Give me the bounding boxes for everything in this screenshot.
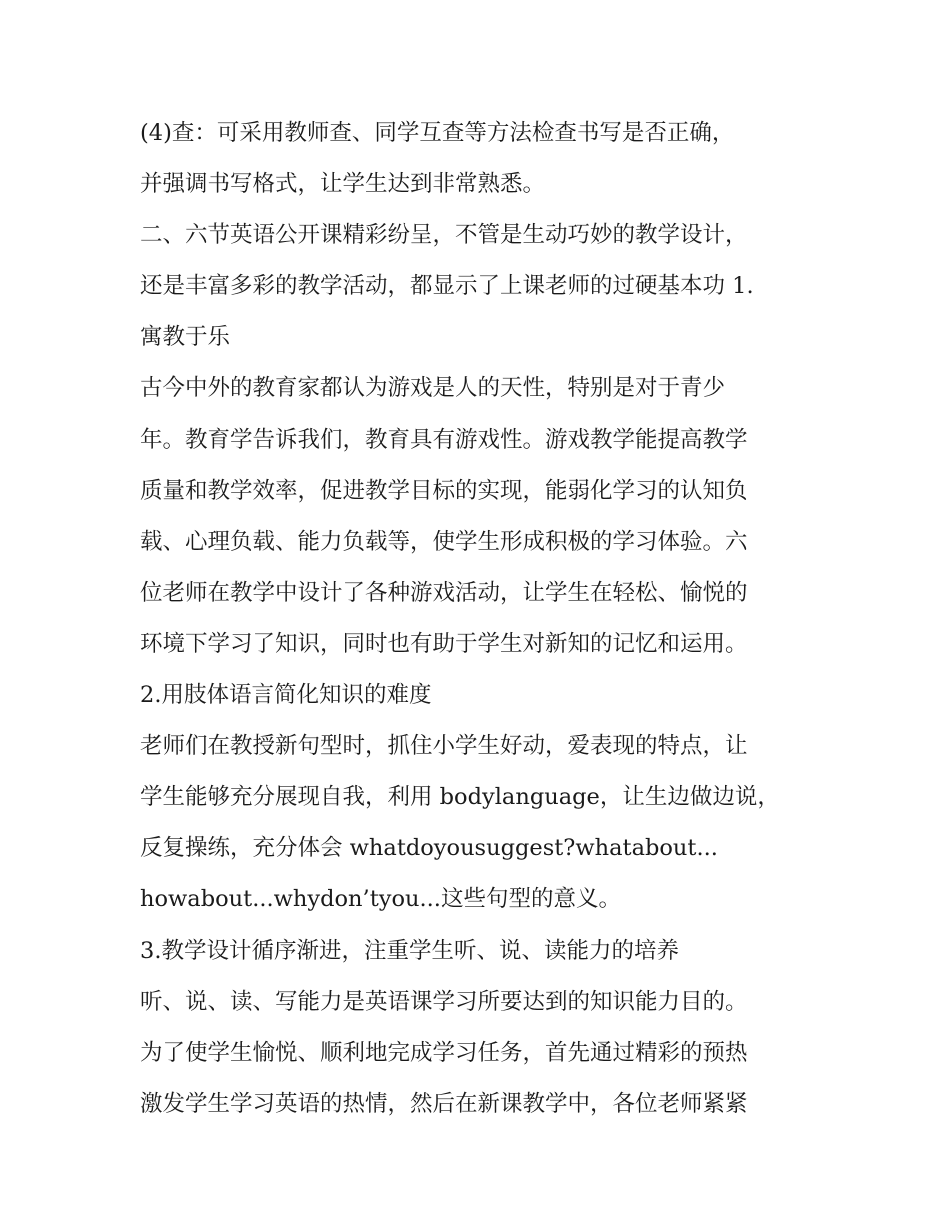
section-heading: 2.用肢体语言简化知识的难度	[140, 682, 432, 709]
text-line: 并强调书写格式，让学生达到非常熟悉。	[140, 171, 546, 198]
text-line: 反复操练，充分体会 whatdoyousuggest?whatabout...	[140, 835, 718, 862]
text-line: 老师们在教授新句型时，抓住小学生好动，爱表现的特点，让	[140, 733, 748, 760]
text-line: 环境下学习了知识，同时也有助于学生对新知的记忆和运用。	[140, 630, 748, 657]
text-line: howabout...whydon’tyou...这些句型的意义。	[140, 886, 621, 913]
document-body	[140, 108, 830, 1130]
text-line: 古今中外的教育家都认为游戏是人的天性，特别是对于青少	[140, 375, 726, 402]
section-heading: 寓教于乐	[140, 324, 231, 351]
text-line: (4)查：可采用教师查、同学互查等方法检查书写是否正确，	[140, 120, 735, 146]
text-line: 为了使学生愉悦、顺利地完成学习任务，首先通过精彩的预热	[140, 1039, 748, 1066]
text-line: 年。教育学告诉我们，教育具有游戏性。游戏教学能提高教学	[140, 426, 748, 453]
text-line: 二、六节英语公开课精彩纷呈，不管是生动巧妙的教学设计，	[140, 222, 748, 249]
text-line: 位老师在教学中设计了各种游戏活动，让学生在轻松、愉悦的	[140, 579, 748, 606]
text-line: 听、说、读、写能力是英语课学习所要达到的知识能力目的。	[140, 988, 748, 1015]
section-heading: 3.教学设计循序渐进，注重学生听、说、读能力的培养	[140, 937, 679, 964]
text-line: 学生能够充分展现自我，利用 bodylanguage，让生边做边说，	[140, 784, 780, 811]
text-line: 载、心理负载、能力负载等，使学生形成积极的学习体验。六	[140, 528, 748, 555]
text-line: 质量和教学效率，促进教学目标的实现，能弱化学习的认知负	[140, 477, 748, 504]
text-line: 激发学生学习英语的热情，然后在新课教学中，各位老师紧紧	[140, 1090, 748, 1117]
text-line: 还是丰富多彩的教学活动，都显示了上课老师的过硬基本功 1.	[140, 273, 754, 300]
